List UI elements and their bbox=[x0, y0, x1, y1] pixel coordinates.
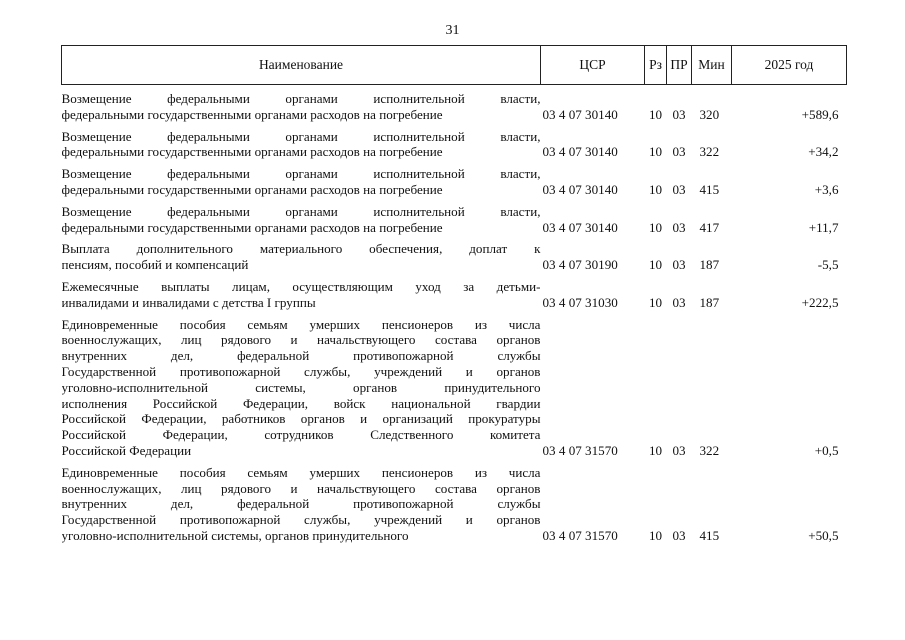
row-rz: 10 bbox=[648, 257, 663, 273]
row-rz: 10 bbox=[648, 294, 663, 310]
header-csr: ЦСР bbox=[541, 46, 645, 85]
row-min: 187 bbox=[699, 294, 720, 310]
row-name-line: уголовно-исполнительной системы, органов принудительного bbox=[61, 527, 409, 543]
row-name-line: Государственной противопожарной службы, учреждений и органов bbox=[61, 512, 541, 528]
page-number: 31 bbox=[445, 23, 460, 38]
row-csr: 03 4 07 31030 bbox=[542, 294, 618, 310]
header-min: Мин bbox=[692, 46, 732, 85]
row-rz: 10 bbox=[648, 181, 663, 197]
row-csr: 03 4 07 30190 bbox=[542, 257, 618, 273]
row-name-line: военнослужащих, лиц рядового и начальствующего состава органов bbox=[61, 332, 541, 348]
row-amount: +0,5 bbox=[814, 442, 839, 458]
row-pr: 03 bbox=[672, 219, 686, 235]
row-name-line: федеральными государственными органами расходов на погребение bbox=[61, 181, 443, 197]
table-row bbox=[62, 317, 847, 459]
table-row bbox=[62, 91, 847, 123]
row-name-cell bbox=[62, 465, 541, 544]
row-pr: 03 bbox=[672, 527, 686, 543]
table-row bbox=[62, 166, 847, 198]
row-min: 415 bbox=[699, 527, 720, 543]
row-amount: -5,5 bbox=[817, 257, 839, 273]
row-name-line: Государственной противопожарной службы, учреждений и органов bbox=[61, 363, 541, 379]
row-csr: 03 4 07 31570 bbox=[542, 442, 618, 458]
header-pr: ПР bbox=[667, 46, 692, 85]
row-rz: 10 bbox=[648, 106, 663, 122]
table-row bbox=[62, 465, 847, 544]
header-name: Наименование bbox=[62, 46, 541, 85]
row-rz: 10 bbox=[648, 144, 663, 160]
row-csr: 03 4 07 30140 bbox=[542, 181, 618, 197]
row-min: 320 bbox=[699, 106, 720, 122]
header-rz: Рз bbox=[645, 46, 667, 85]
row-csr: 03 4 07 30140 bbox=[542, 106, 618, 122]
row-name-cell bbox=[62, 317, 541, 459]
budget-table bbox=[61, 45, 847, 544]
row-min: 415 bbox=[699, 181, 720, 197]
row-rz: 10 bbox=[648, 527, 663, 543]
row-min: 322 bbox=[699, 442, 720, 458]
row-name-line: Выплата дополнительного материального обеспечения, доплат к bbox=[61, 241, 541, 257]
row-pr: 03 bbox=[672, 181, 686, 197]
row-csr: 03 4 07 31570 bbox=[542, 527, 618, 543]
row-min: 322 bbox=[699, 144, 720, 160]
row-name-cell bbox=[62, 241, 541, 273]
row-name-line: Единовременные пособия семьям умерших пенсионеров из числа bbox=[61, 316, 541, 332]
row-amount: +589,6 bbox=[801, 106, 839, 122]
row-name-line: Российской Федерации bbox=[61, 442, 192, 458]
row-amount: +222,5 bbox=[801, 294, 839, 310]
row-name-line: Единовременные пособия семьям умерших пенсионеров из числа bbox=[61, 464, 541, 480]
header-year: 2025 год bbox=[732, 46, 847, 85]
row-csr: 03 4 07 30140 bbox=[542, 144, 618, 160]
row-name-line: внутренних дел, федеральной противопожарной службы bbox=[61, 496, 541, 512]
row-name-line: Возмещение федеральными органами исполнительной власти, bbox=[61, 128, 541, 144]
table-row bbox=[62, 129, 847, 161]
row-name-line: Возмещение федеральными органами исполнительной власти, bbox=[61, 203, 541, 219]
row-name-line: Возмещение федеральными органами исполнительной власти, bbox=[61, 91, 541, 106]
row-amount: +34,2 bbox=[808, 144, 839, 160]
row-csr: 03 4 07 30140 bbox=[542, 219, 618, 235]
row-name-line: пенсиям, пособий и компенсаций bbox=[61, 257, 249, 273]
row-min: 417 bbox=[699, 219, 720, 235]
row-name-cell bbox=[62, 204, 541, 236]
row-name-cell bbox=[62, 129, 541, 161]
row-name-cell bbox=[62, 279, 541, 311]
row-amount: +50,5 bbox=[808, 527, 839, 543]
table-body bbox=[62, 85, 847, 544]
row-name-line: инвалидами и инвалидами с детства I группы bbox=[61, 294, 316, 310]
row-pr: 03 bbox=[672, 442, 686, 458]
row-name-line: внутренних дел, федеральной противопожарной службы bbox=[61, 348, 541, 364]
row-name-line: военнослужащих, лиц рядового и начальствующего состава органов bbox=[61, 480, 541, 496]
row-name-cell bbox=[62, 91, 541, 123]
header-row bbox=[62, 46, 847, 85]
row-name-line: Российской Федерации, сотрудников Следственного комитета bbox=[61, 427, 541, 443]
row-name-line: исполнения Российской Федерации, войск национальной гвардии bbox=[61, 395, 541, 411]
row-min: 187 bbox=[699, 257, 720, 273]
row-pr: 03 bbox=[672, 144, 686, 160]
row-rz: 10 bbox=[648, 219, 663, 235]
row-pr: 03 bbox=[672, 294, 686, 310]
row-name-line: федеральными государственными органами расходов на погребение bbox=[61, 219, 443, 235]
row-pr: 03 bbox=[672, 106, 686, 122]
row-amount: +11,7 bbox=[808, 219, 839, 235]
row-name-line: Ежемесячные выплаты лицам, осуществляющим уход за детьми- bbox=[61, 278, 541, 294]
row-name-line: Возмещение федеральными органами исполнительной власти, bbox=[61, 166, 541, 182]
table-row bbox=[62, 279, 847, 311]
row-name-cell bbox=[62, 166, 541, 198]
row-name-line: уголовно-исполнительной системы, органов принудительного bbox=[61, 379, 541, 395]
row-rz: 10 bbox=[648, 442, 663, 458]
row-pr: 03 bbox=[672, 257, 686, 273]
row-name-line: федеральными государственными органами расходов на погребение bbox=[61, 106, 443, 122]
row-name-line: федеральными государственными органами расходов на погребение bbox=[61, 144, 443, 160]
row-name-line: Российской Федерации, работников органов и организаций прокуратуры bbox=[61, 411, 541, 427]
table-row bbox=[62, 204, 847, 236]
row-amount: +3,6 bbox=[814, 181, 839, 197]
table-row bbox=[62, 241, 847, 273]
